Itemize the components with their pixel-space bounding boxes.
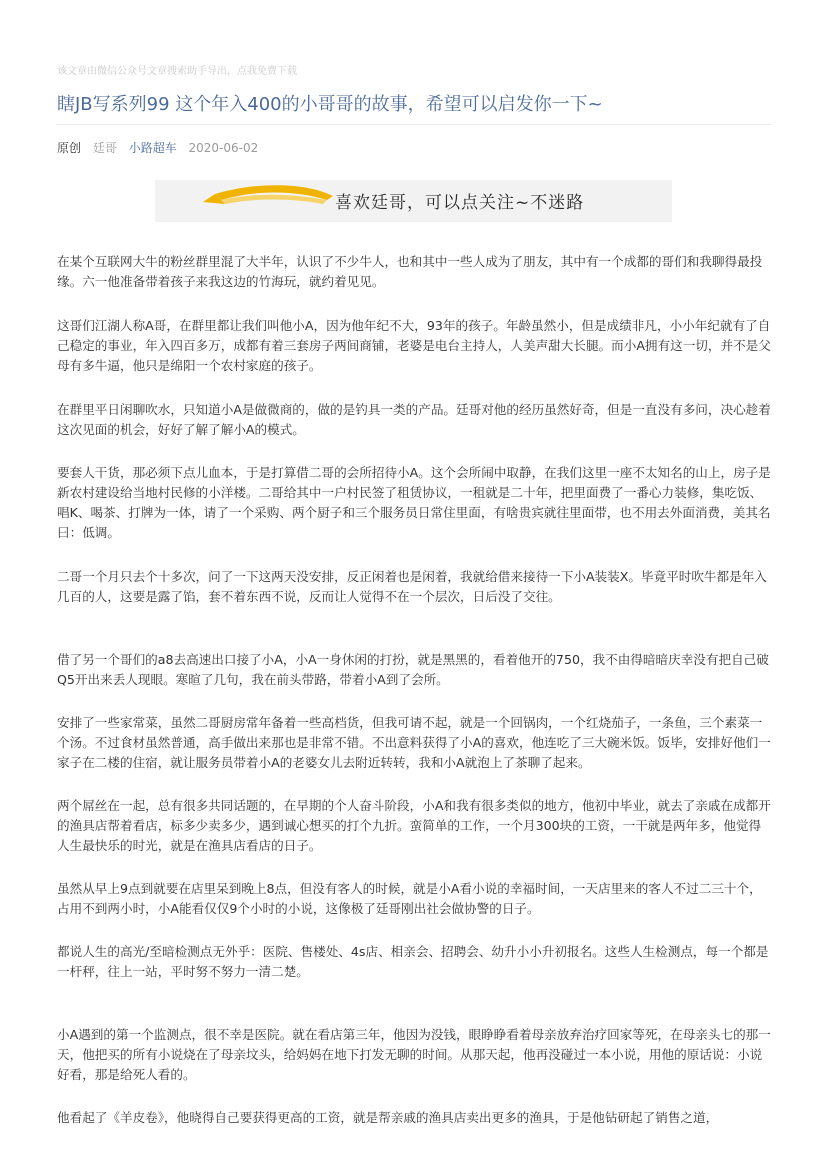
export-notice-link[interactable]: 该文章由微信公众号文章搜索助手导出，点我免费下载: [57, 66, 297, 77]
paragraph: 两个屌丝在一起，总有很多共同话题的，在早期的个人奋斗阶段，小A和我有很多类似的地方，他初中毕业，就去了亲戚在成都开的渔具店帮着看店，标多少卖多少，遇到诚心想买的打个九折。蛮简单的工作，一个月300块的工资，一干就是两年多，他觉得人生最快乐的时光，就是在渔具店看店的日子。: [57, 798, 771, 853]
paragraph: 安排了一些家常菜，虽然二哥厨房常年备着一些高档货，但我可请不起，就是一个回锅肉，一个红烧茄子，一条鱼，三个素菜一个汤。不过食材虽然普通，高手做出来那也是非常不错。不出意料获得了小A的喜欢，他连吃了三大碗米饭。饭毕，安排好他们一家子在二楼的住宿，就让服务员带着小A的老婆女儿去附近转转，我和小A就泡上了茶聊了起来。: [57, 715, 771, 770]
paragraph: 都说人生的高光/至暗检测点无外乎：医院、售楼处、4s店、相亲会、招聘会、幼升小小升初报名。这些人生检测点，每一个都是一杆秤，往上一站，平时努不努力一清二楚。: [57, 944, 769, 979]
paragraph: 二哥一个月只去个十多次，问了一下这两天没安排，反正闲着也是闲着，我就给借来接待一下小A装装X。毕竟平时吹牛都是年入几百的人，这要是露了馅，套不着东西不说，反而让人觉得不在一个层次，日后没了交往。: [57, 569, 767, 604]
publish-date: 2020-06-02: [188, 141, 259, 155]
article-title: 瞎JB写系列99 这个年入400的小哥哥的故事，希望可以启发你一下~: [57, 94, 603, 115]
paragraph: 在某个互联网大牛的粉丝群里混了大半年，认识了不少牛人，也和其中一些人成为了朋友，其中有一个成都的哥们和我聊得最投缘。六一他准备带着孩子来我这边的竹海玩，就约着见见。: [57, 254, 763, 289]
paragraph: 在群里平日闲聊吹水，只知道小A是做微商的，做的是钓具一类的产品。廷哥对他的经历虽然好奇，但是一直没有多问，决心趁着这次见面的机会，好好了解了解小A的模式。: [57, 402, 771, 437]
paragraph: 要套人干货，那必须下点儿血本，于是打算借二哥的会所招待小A。这个会所闹中取静，在我们这里一座不太知名的山上，房子是新农村建设给当地村民修的小洋楼。二哥给其中一户村民签了租赁协议，一租就是二十年，把里面费了一番心力装修，集吃饭、唱K、喝茶、打牌为一体，请了一个采购、两个厨子和三个服务员日常住里面，有啥贵宾就往里面带，也不用去外面消费，美其名曰：低调。: [57, 465, 771, 540]
paragraph: 小A遇到的第一个监测点，很不幸是医院。就在看店第三年，他因为没钱，眼睁睁看着母亲放弃治疗回家等死，在母亲头七的那一天，他把买的所有小说烧在了母亲坟头，给妈妈在地下打发无聊的时间。从那天起，他再没碰过一本小说，用他的原话说：小说好看，那是给死人看的。: [57, 1027, 771, 1082]
paragraph: 这哥们江湖人称A哥，在群里都让我们叫他小A，因为他年纪不大，93年的孩子。年龄虽然小，但是成绩非凡，小小年纪就有了自己稳定的事业，年入四百多万，成都有着三套房子两间商铺，老婆是电台主持人，人美声甜大长腿。而小A拥有这一切，并不是父母有多牛逼，他只是绵阳一个农村家庭的孩子。: [57, 318, 771, 373]
paragraph: 借了另一个哥们的a8去高速出口接了小A，小A一身休闲的打扮，就是黑黑的，看着他开的750，我不由得暗暗庆幸没有把自己破Q5开出来丢人现眼。寒暄了几句，我在前头带路，带着小A到了会所。: [57, 652, 769, 687]
paragraph: 虽然从早上9点到就要在店里呆到晚上8点，但没有客人的时候，就是小A看小说的幸福时间，一天店里来的客人不过二三十个，占用不到两小时，小A能看仅仅9个小时的小说，这像极了廷哥刚出社会做协警的日子。: [57, 881, 762, 916]
paragraph: 他看起了《羊皮卷》，他晓得自己要获得更高的工资，就是帮亲戚的渔具店卖出更多的渔具，于是他钻研起了销售之道，: [57, 1110, 719, 1125]
banner-text: 喜欢廷哥，可以点关注~不迷路: [335, 193, 585, 213]
follow-banner: [155, 180, 672, 222]
title-divider: [57, 124, 772, 125]
article-meta: [57, 140, 266, 156]
account-link[interactable]: 小路超车: [128, 141, 177, 155]
author-name: 廷哥: [92, 141, 117, 155]
original-badge: 原创: [57, 141, 82, 155]
